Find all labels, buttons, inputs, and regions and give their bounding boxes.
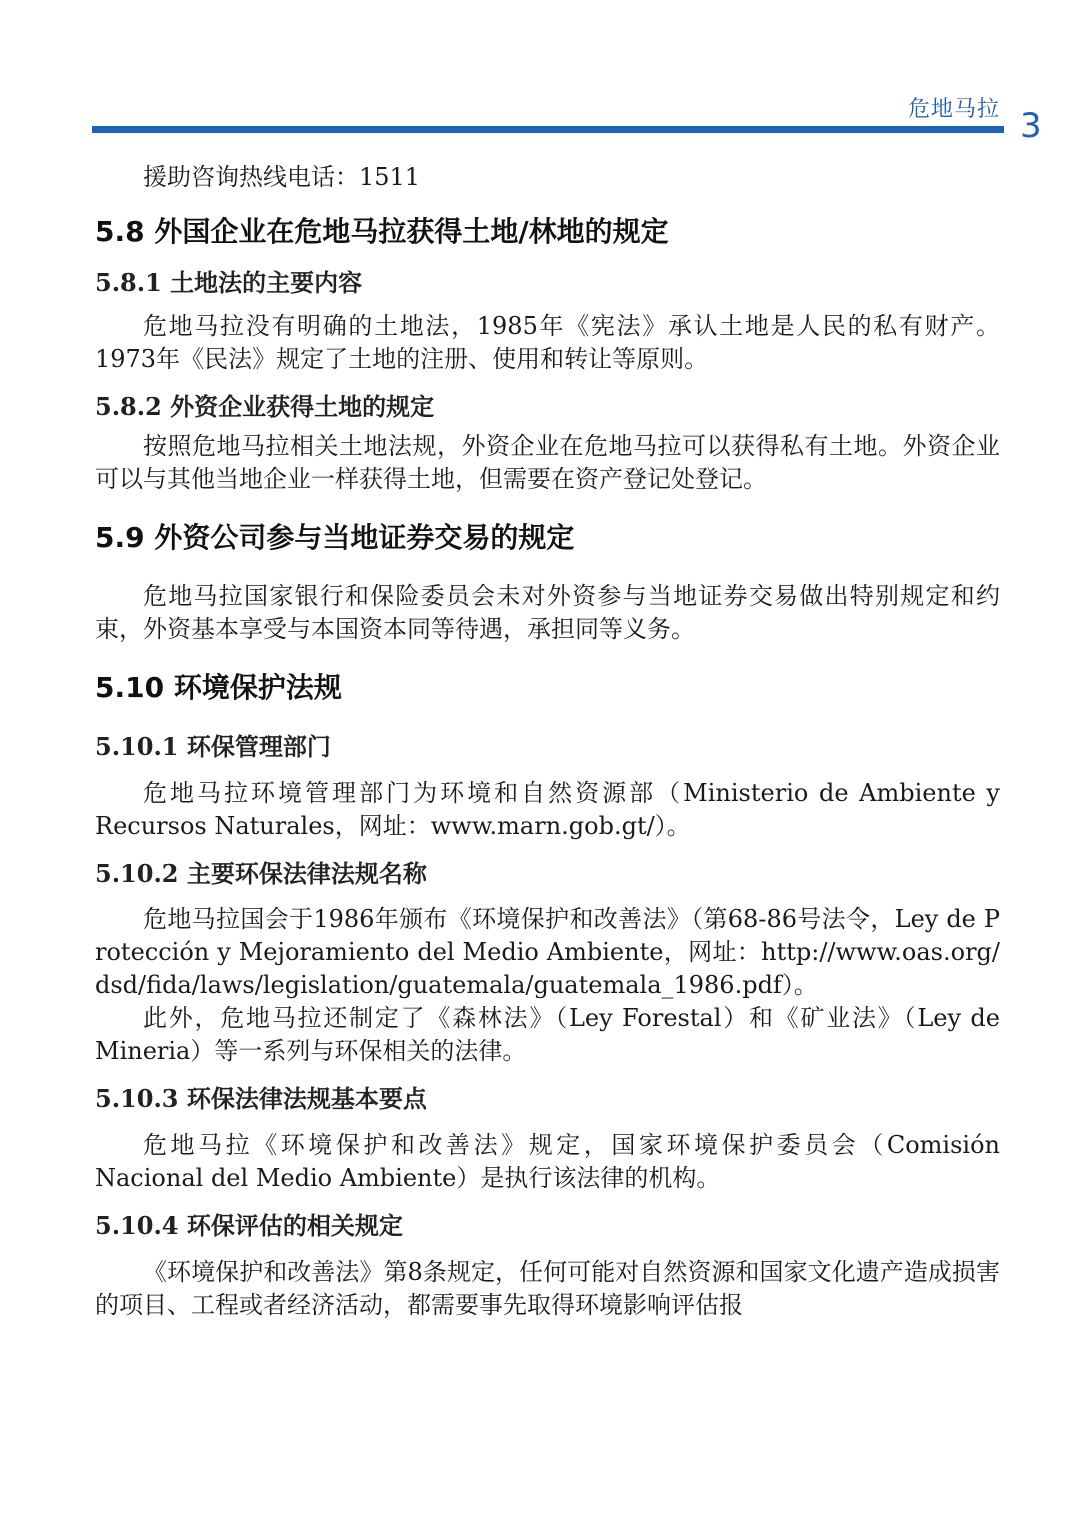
section-5-10-2-heading: 5.10.2 主要环保法律法规名称 <box>95 859 427 888</box>
section-5-10-4-paragraph: 《环境保护和改善法》第8条规定，任何可能对自然资源和国家文化遗产造成损害的项目、工程或者经济活动，都需要事先取得环境影响评估报 <box>95 1258 1000 1319</box>
section-5-10-2-paragraph: 危地马拉国会于1986年颁布《环境保护和改善法》（第68-86号法令，Ley de Protección y Mejoramiento del Medio Ambiente，网址：http://www.oas.org/dsd/fida/laws/legislation/guatemala/guatemala_1986.pdf）。 <box>95 905 1000 999</box>
section-5-8-2-paragraph: 按照危地马拉相关土地法规，外资企业在危地马拉可以获得私有土地。外资企业可以与其他当地企业一样获得土地，但需要在资产登记处登记。 <box>95 432 1000 493</box>
page-body <box>95 156 1000 1322</box>
section-5-10-2-paragraph-extra: 此外，危地马拉还制定了《森林法》（Ley Forestal）和《矿业法》（Ley de Mineria）等一系列与环保相关的法律。 <box>95 1004 1000 1065</box>
section-5-8-2-heading: 5.8.2 外资企业获得土地的规定 <box>95 392 435 421</box>
section-5-9-heading: 5.9 外资公司参与当地证券交易的规定 <box>95 521 575 554</box>
section-5-10-1-paragraph: 危地马拉环境管理部门为环境和自然资源部（Ministerio de Ambiente y Recursos Naturales，网址：www.marn.gob.gt/）。 <box>95 779 1000 840</box>
running-header <box>0 0 1080 150</box>
hotline-paragraph: 援助咨询热线电话：1511 <box>143 163 421 191</box>
section-5-10-heading: 5.10 环境保护法规 <box>95 671 342 704</box>
section-5-8-heading: 5.8 外国企业在危地马拉获得土地/林地的规定 <box>95 215 669 248</box>
section-5-9-paragraph: 危地马拉国家银行和保险委员会未对外资参与当地证券交易做出特别规定和约束，外资基本享受与本国资本同等待遇，承担同等义务。 <box>95 582 1000 643</box>
section-5-10-3-paragraph: 危地马拉《环境保护和改善法》规定，国家环境保护委员会（Comisión Nacional del Medio Ambiente）是执行该法律的机构。 <box>95 1131 1000 1192</box>
running-title: 危地马拉 <box>907 97 1000 122</box>
section-5-8-1-heading: 5.8.1 土地法的主要内容 <box>95 268 363 297</box>
section-5-8-1-paragraph: 危地马拉没有明确的土地法，1985年《宪法》承认土地是人民的私有财产。1973年《民法》规定了土地的注册、使用和转让等原则。 <box>95 312 1000 373</box>
section-5-10-3-heading: 5.10.3 环保法律法规基本要点 <box>95 1084 427 1113</box>
header-rule <box>92 126 1004 133</box>
section-5-10-4-heading: 5.10.4 环保评估的相关规定 <box>95 1211 403 1240</box>
page-number: 3 <box>1020 106 1042 146</box>
section-5-10-1-heading: 5.10.1 环保管理部门 <box>95 732 331 761</box>
